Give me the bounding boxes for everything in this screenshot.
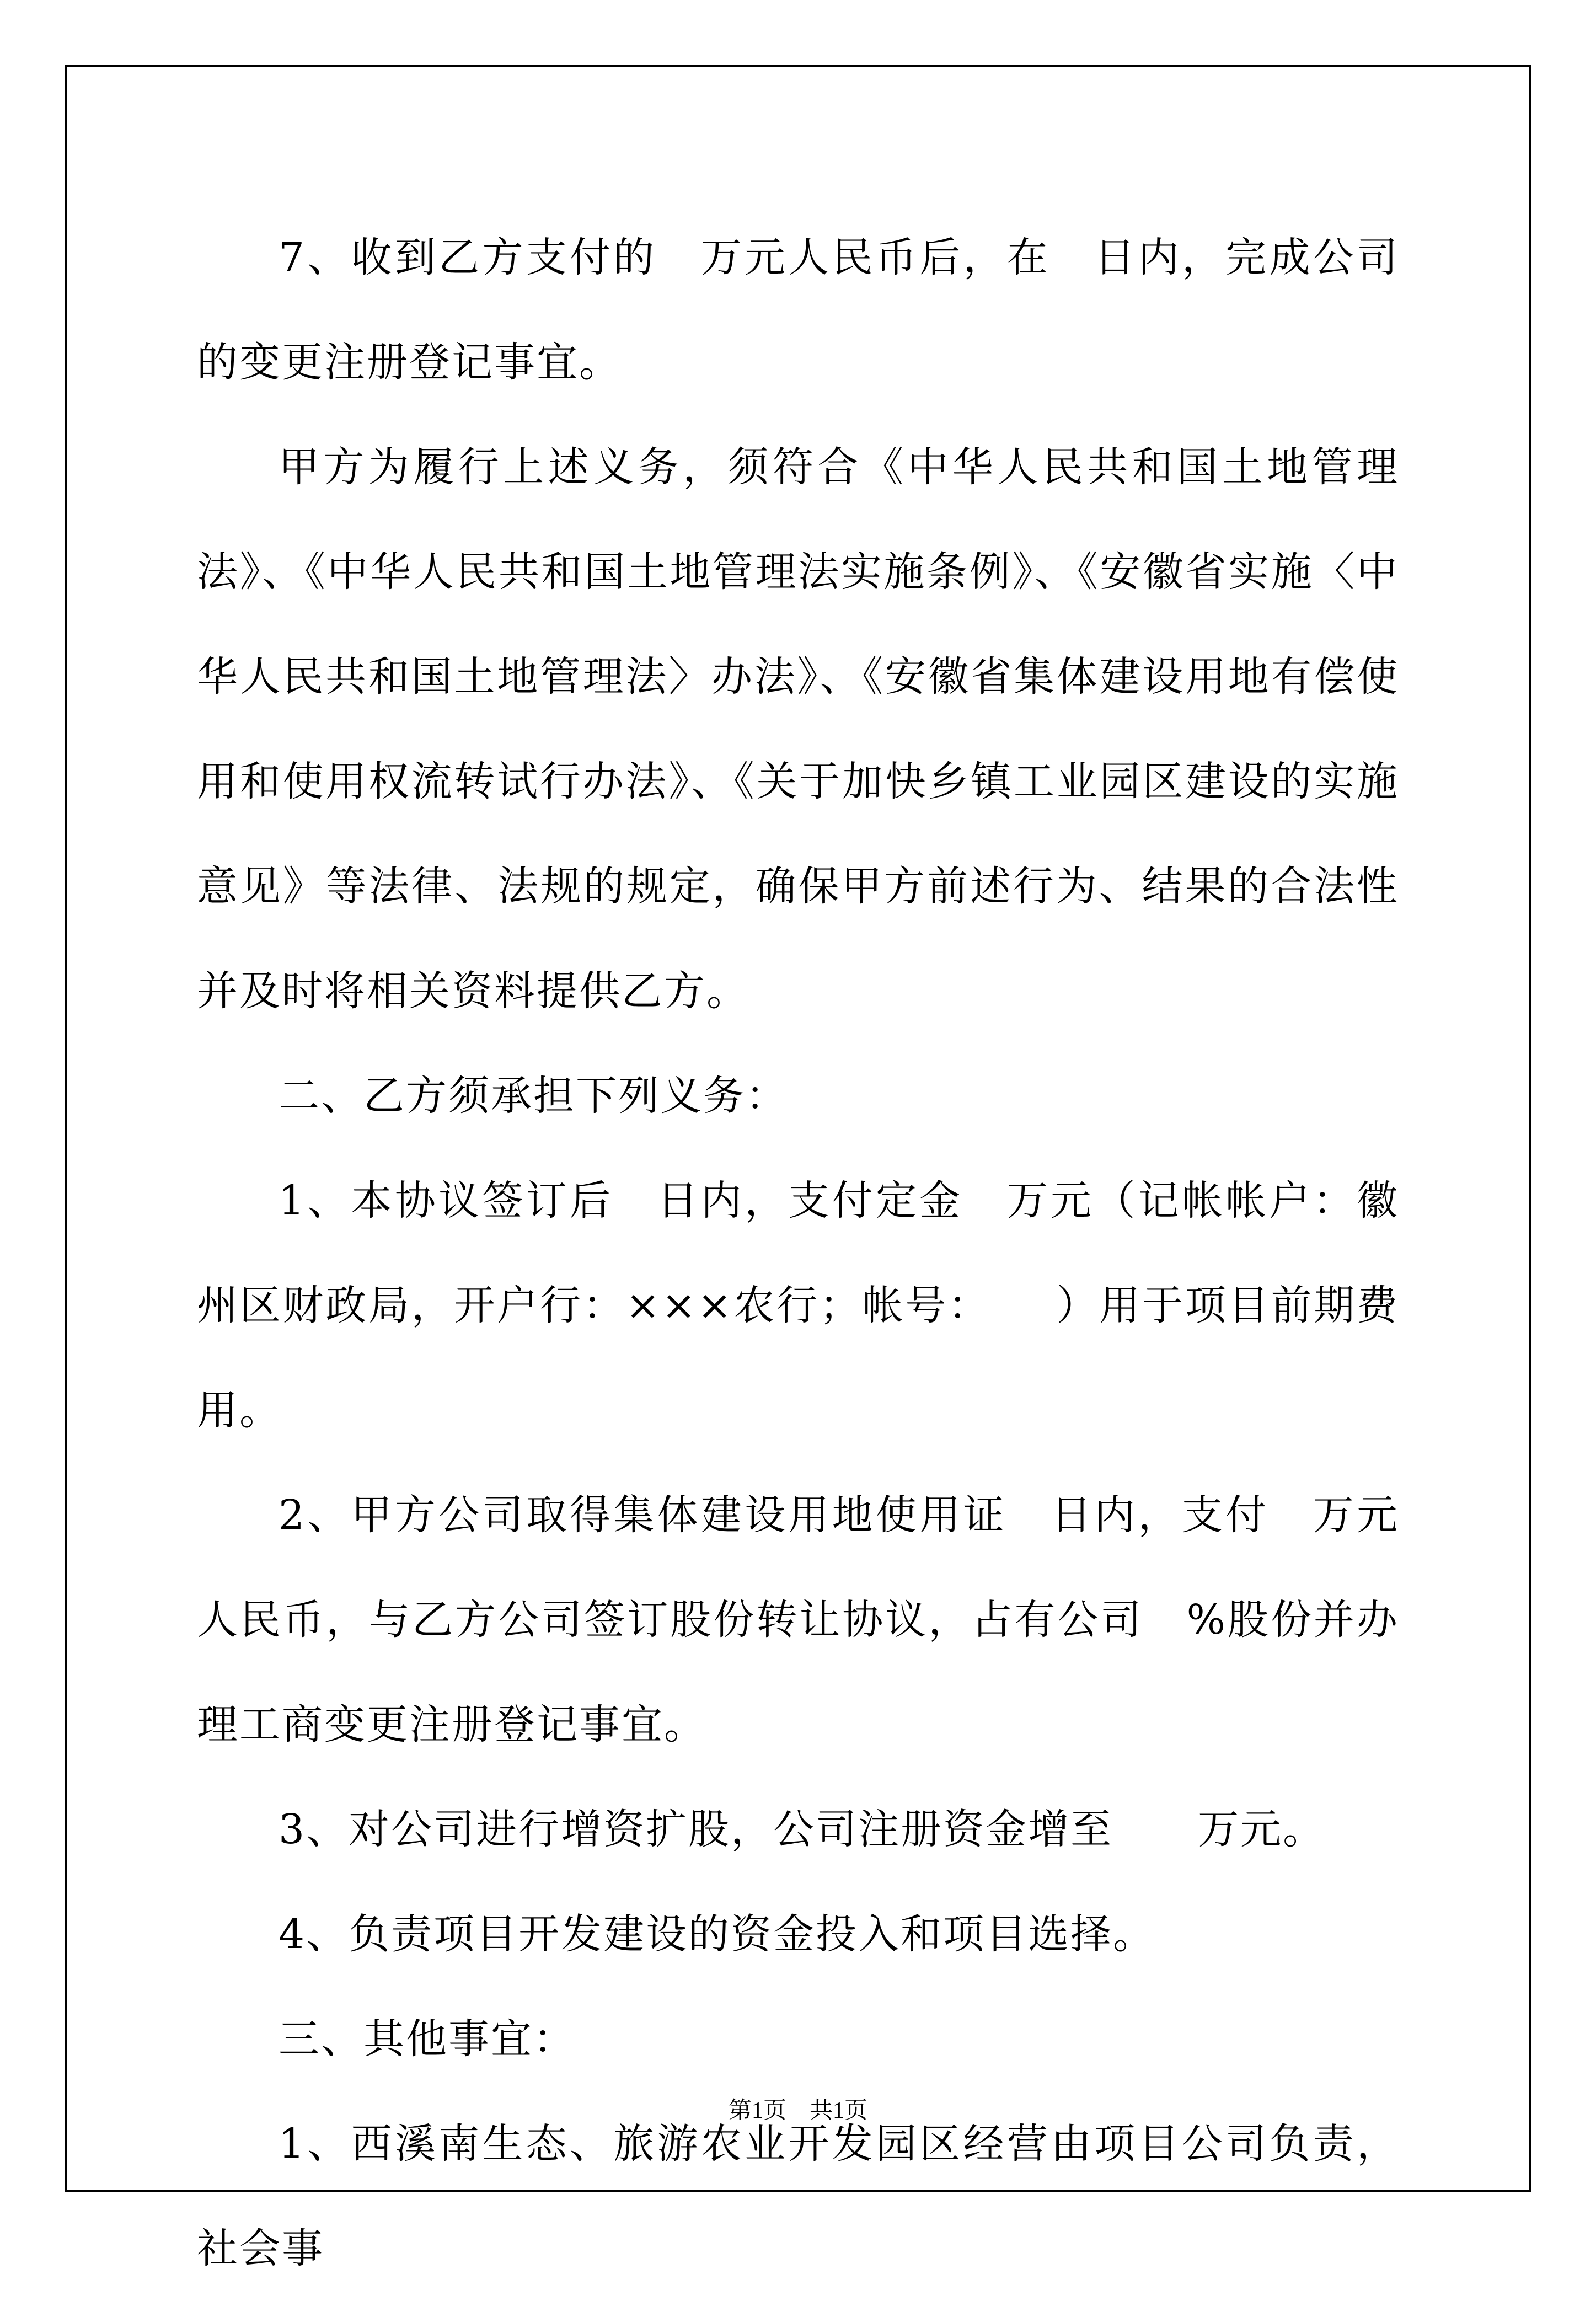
paragraph-other-item-1: 1、西溪南生态、旅游农业开发园区经营由项目公司负责，社会事 (197, 2120, 1399, 2272)
paragraph-party-b-item-3: 3、对公司进行增资扩股，公司注册资金增至 万元。 (279, 1806, 1326, 1853)
heading-party-b-obligations: 二、乙方须承担下列义务： (279, 1072, 788, 1120)
paragraph-clause-7: 7、收到乙方支付的 万元人民币后，在 日内，完成公司的变更注册登记事宜。 (197, 234, 1399, 386)
paragraph-party-b-item-4: 4、负责项目开发建设的资金投入和项目选择。 (279, 1911, 1156, 1958)
document-body (197, 205, 1399, 2301)
page-number: 第1页 共1页 (728, 2098, 867, 2123)
paragraph-party-b-item-1: 1、本协议签订后 日内，支付定金 万元（记帐帐户：徽州区财政局，开户行：×××农行；帐号： ）用于项目前期费用。 (197, 1177, 1399, 1434)
paragraph-party-b-item-2: 2、甲方公司取得集体建设用地使用证 日内，支付 万元人民币，与乙方公司签订股份转让协议，占有公司 %股份并办理工商变更注册登记事宜。 (197, 1491, 1399, 1748)
heading-other-matters: 三、其他事宜： (279, 2015, 576, 2063)
paragraph-legal-compliance: 甲方为履行上述义务，须符合《中华人民共和国土地管理法》、《中华人民共和国土地管理法实施条例》、《安徽省实施〈中华人民共和国土地管理法〉办法》、《安徽省集体建设用地有偿使用和使用权流转试行办法》、《关于加快乡镇工业园区建设的实施意见》等法律、法规的规定，确保甲方前述行为、结果的合法性并及时将相关资料提供乙方。 (197, 443, 1399, 1015)
